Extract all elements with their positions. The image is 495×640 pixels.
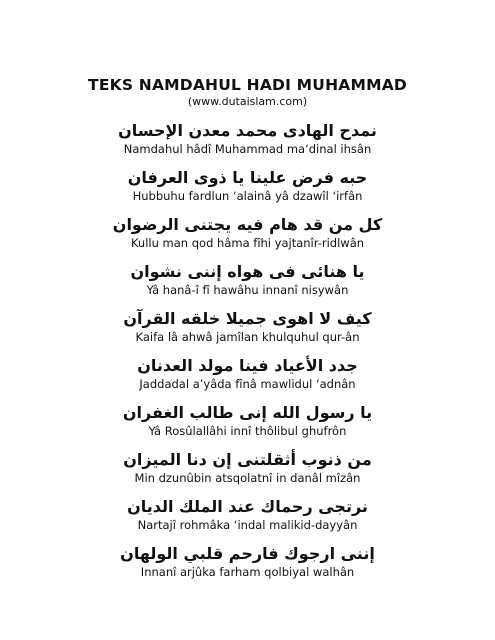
verse-4 (0, 261, 495, 308)
verse-transliteration: Hubbuhu fardlun ‘alainâ yâ dzawîl ‘irfân (132, 189, 363, 203)
verse-8 (0, 449, 495, 496)
verse-3 (0, 214, 495, 261)
verse-6 (0, 355, 495, 402)
verse-transliteration: Yâ Rosûlallâhi innî thôlibul ghufrôn (148, 424, 347, 438)
verse-10 (0, 543, 495, 590)
document-source: (www.dutaislam.com) (187, 95, 308, 108)
verse-arabic: حبه فرض علينا يا ذوى العرفان (127, 168, 368, 187)
verse-transliteration: Kullu man qod hâma fîhi yajtanîr-ridlwân (130, 236, 365, 250)
verse-9 (0, 496, 495, 543)
verse-transliteration: Kaifa lâ ahwâ jamîlan khulquhul qur-ân (135, 330, 360, 344)
verse-arabic: يا رسول الله إنى طالب الغفران (122, 403, 373, 422)
verse-arabic: يا هنائى فى هواه إننى نشوان (130, 262, 365, 281)
verse-transliteration: Min dzunûbin atsqolatnî in danâl mîzân (134, 471, 361, 485)
verse-transliteration: Namdahul hâdî Muhammad ma‘dinal ihsân (123, 142, 372, 156)
verse-2 (0, 167, 495, 214)
verse-list (0, 120, 495, 590)
verse-arabic: كيف لا اهوى جميلا خلقه القرآن (123, 309, 372, 328)
verse-1 (0, 120, 495, 167)
verse-5 (0, 308, 495, 355)
verse-transliteration: Yâ hanâ-î fî hawâhu innanî nisywân (146, 283, 349, 297)
verse-arabic: جدد الأعياد فينا مولد العدنان (137, 356, 358, 375)
verse-7 (0, 402, 495, 449)
document-title: TEKS NAMDAHUL HADI MUHAMMAD (88, 76, 407, 94)
verse-arabic: من ذنوب أثقلتنى إن دنا الميزان (123, 450, 372, 469)
verse-transliteration: Innanî arjûka farham qolbiyal walhân (140, 565, 355, 579)
verse-transliteration: Nartajî rohmâka ‘indal malikid-dayyân (137, 518, 358, 532)
verse-transliteration: Jaddadal a’yâda fînâ mawlidul ‘adnân (139, 377, 356, 391)
verse-arabic: نمدح الهادى محمد معدن الإحسان (118, 121, 377, 140)
verse-arabic: كل من قد هام فيه يجتنى الرضوان (112, 215, 383, 234)
verse-arabic: إننى ارجوك فارحم قلبي الولهان (120, 544, 375, 563)
verse-arabic: نرتجى رحماك عند الملك الديان (127, 497, 368, 516)
